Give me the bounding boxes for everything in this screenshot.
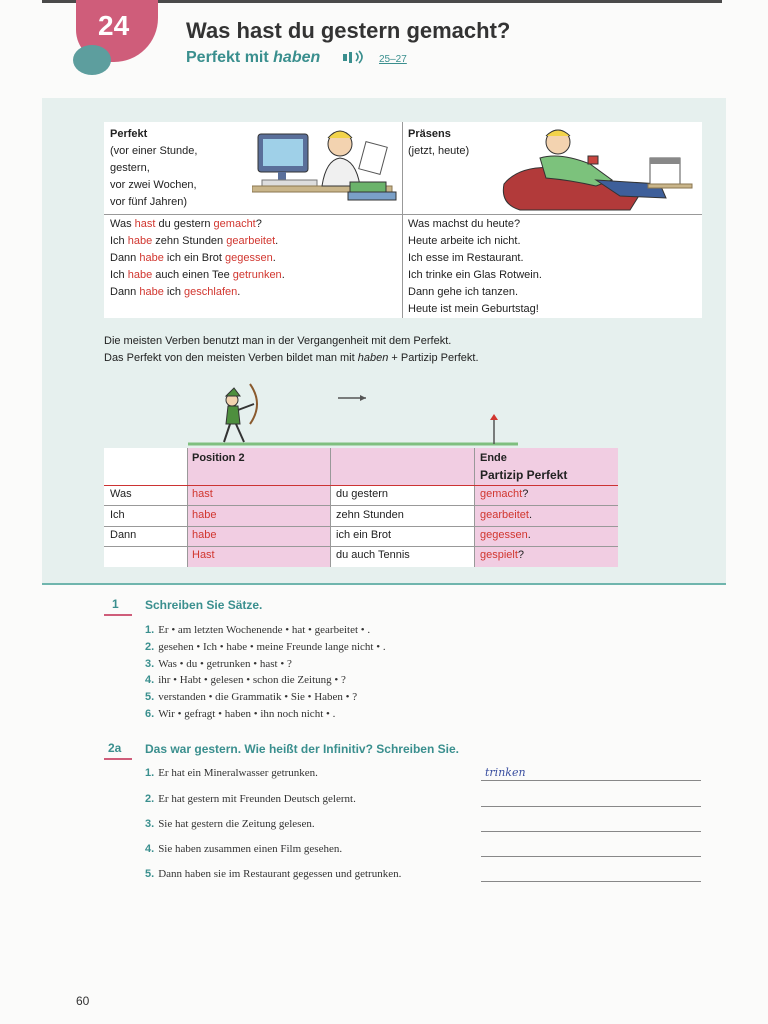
item-number: 4.	[145, 843, 155, 855]
table-cell-middle: du gestern	[336, 488, 388, 500]
table-divider	[104, 214, 702, 215]
table-cell-start: Ich	[110, 509, 125, 521]
sentence-part: Dann	[110, 286, 140, 298]
time-expression: vor fünf Jahren)	[110, 196, 188, 208]
punctuation: .	[275, 235, 279, 247]
table-cell-middle: zehn Stunden	[336, 509, 404, 521]
chapter-badge-accent	[73, 45, 111, 75]
table-cell-position2: hast	[192, 488, 213, 500]
time-expression: vor zwei Wochen,	[110, 179, 197, 191]
auxiliary-verb: habe	[139, 252, 164, 264]
sentence-part: ich	[163, 286, 185, 298]
table-divider	[330, 448, 331, 567]
item-text: Sie haben zusammen einen Film gesehen.	[158, 843, 343, 855]
item-number: 2.	[145, 793, 155, 805]
exercise-number-underline	[104, 758, 132, 760]
exercise-1-item	[145, 674, 346, 686]
answer-line[interactable]	[481, 881, 701, 882]
perfekt-examples	[110, 216, 285, 301]
item-text: Er hat ein Mineralwasser getrunken.	[158, 767, 318, 779]
example-sentence	[110, 284, 285, 301]
sentence-part: ich ein Brot	[163, 252, 225, 264]
subtitle-emphasis: haben	[273, 49, 321, 66]
table-cell-start: Dann	[110, 529, 137, 541]
example-sentence	[110, 216, 285, 233]
participle: geschlafen	[184, 286, 238, 298]
item-text: gesehen • Ich • habe • meine Freunde lange nicht • .	[158, 641, 386, 653]
punctuation: .	[237, 286, 241, 298]
rule-emphasis: haben	[357, 352, 389, 364]
item-text: verstanden • die Grammatik • Sie • Haben • ?	[158, 691, 358, 703]
item-number: 4.	[145, 674, 155, 686]
table-cell-end	[480, 547, 524, 564]
example-sentence: Heute arbeite ich nicht.	[408, 235, 521, 247]
sentence-part: Dann	[110, 252, 140, 264]
answer-line[interactable]	[481, 831, 701, 832]
example-sentence	[110, 267, 285, 284]
page-subtitle	[186, 49, 320, 67]
exercise-number-underline	[104, 614, 132, 616]
item-text: Er • am letzten Wochenende • hat • gearbeitet • .	[158, 624, 371, 636]
participle: gegessen	[224, 252, 273, 264]
exercise-1-item	[145, 691, 357, 703]
punctuation: ?	[522, 488, 529, 500]
item-number: 5.	[145, 868, 155, 880]
page-number: 60	[76, 994, 90, 1008]
audio-track-numbers: 25–27	[379, 54, 407, 65]
exercise-2a-item	[145, 868, 401, 880]
participle: gearbeitet	[480, 509, 529, 521]
punctuation: .	[528, 509, 532, 521]
item-text: Dann haben sie im Restaurant gegessen und getrunken.	[158, 868, 402, 880]
exercise-2a-item	[145, 843, 342, 855]
participle: gegessen	[480, 529, 528, 541]
punctuation: .	[272, 252, 276, 264]
praesens-header	[408, 126, 469, 160]
participle: gearbeitet	[226, 235, 276, 247]
table-divider	[474, 448, 475, 567]
exercise-1-item	[145, 624, 370, 636]
table-cell-end	[480, 527, 531, 544]
table-cell-position2: habe	[192, 529, 217, 541]
item-text: Sie hat gestern die Zeitung gelesen.	[158, 818, 315, 830]
item-number: 3.	[145, 658, 155, 670]
punctuation: ?	[517, 549, 525, 561]
chapter-number: 24	[98, 10, 130, 41]
item-text: Wir • gefragt • haben • ihn noch nicht • .	[158, 708, 336, 720]
time-expression: (jetzt, heute)	[408, 145, 470, 157]
auxiliary-verb: habe	[139, 286, 164, 298]
sentence-part: du gestern	[155, 218, 214, 230]
sentence-part: zehn Stunden	[152, 235, 227, 247]
sentence-part: Ich	[110, 235, 128, 247]
page-title: Was hast du gestern gemacht?	[186, 18, 511, 43]
relaxing-person-illustration	[500, 124, 696, 212]
item-text: Was • du • getrunken • hast • ?	[158, 658, 292, 670]
item-number: 1.	[145, 624, 155, 636]
participle: gespielt	[480, 549, 518, 561]
punctuation: .	[527, 529, 531, 541]
time-expression: gestern,	[110, 162, 150, 174]
rule-text-part: + Partizip Perfekt.	[388, 352, 479, 364]
praesens-examples	[408, 216, 542, 318]
archer-illustration	[188, 380, 528, 448]
table-cell-middle: du auch Tennis	[336, 549, 410, 561]
perfekt-header	[110, 126, 197, 211]
office-worker-illustration	[252, 124, 400, 212]
audio-icon	[342, 49, 372, 68]
item-text: Er hat gestern mit Freunden Deutsch gelernt.	[158, 793, 356, 805]
participle: getrunken	[232, 269, 282, 281]
item-number: 3.	[145, 818, 155, 830]
rule-text-part: Das Perfekt von den meisten Verben bildet man mit	[104, 352, 358, 364]
column-header-participle: Partizip Perfekt	[480, 468, 568, 482]
exercise-2a-item	[145, 767, 318, 779]
sentence-part: Ich	[110, 269, 128, 281]
table-cell-end	[480, 486, 528, 503]
item-number: 1.	[145, 767, 155, 779]
time-expression: (vor einer Stunde,	[110, 145, 198, 157]
exercise-2a-item	[145, 793, 356, 805]
rule-line: Die meisten Verben benutzt man in der Vergangenheit mit dem Perfekt.	[104, 335, 452, 347]
exercise-1-number: 1	[112, 597, 119, 611]
sentence-part: auch einen Tee	[152, 269, 233, 281]
row-divider	[104, 505, 618, 506]
table-cell-position2: habe	[192, 509, 217, 521]
exercise-1-title: Schreiben Sie Sätze.	[145, 598, 263, 612]
table-divider	[187, 448, 188, 567]
tense-comparison-table	[104, 122, 702, 318]
item-text: ihr • Habt • gelesen • schon die Zeitung • ?	[158, 674, 346, 686]
rule-line	[104, 350, 479, 367]
praesens-label: Präsens	[408, 128, 451, 140]
sentence-position-table	[104, 448, 618, 567]
example-sentence: Was machst du heute?	[408, 218, 521, 230]
example-sentence	[110, 233, 285, 250]
table-cell-end	[480, 507, 532, 524]
participle: gemacht	[213, 218, 256, 230]
sentence-part: Was	[110, 218, 135, 230]
column-header-end: Ende	[480, 452, 507, 464]
item-number: 2.	[145, 641, 155, 653]
punctuation: .	[281, 269, 285, 281]
participle: gemacht	[480, 488, 523, 500]
subtitle-text: Perfekt mit	[186, 49, 274, 66]
perfekt-label: Perfekt	[110, 128, 148, 140]
item-number: 6.	[145, 708, 155, 720]
exercise-2a-title: Das war gestern. Wie heißt der Infinitiv? Schreiben Sie.	[145, 742, 459, 756]
table-divider	[402, 122, 403, 318]
punctuation: ?	[255, 218, 262, 230]
column-header-position2: Position 2	[192, 452, 245, 464]
exercise-1-item	[145, 708, 335, 720]
auxiliary-verb: habe	[127, 235, 153, 247]
exercise-1-item	[145, 658, 292, 670]
grammar-rule	[104, 333, 479, 367]
example-sentence: Ich esse im Restaurant.	[408, 252, 524, 264]
answer-line[interactable]	[481, 856, 701, 857]
header-bg	[330, 448, 474, 486]
auxiliary-verb: habe	[127, 269, 153, 281]
table-cell-middle: ich ein Brot	[336, 529, 392, 541]
example-sentence: Heute ist mein Geburtstag!	[408, 303, 539, 315]
example-sentence: Dann gehe ich tanzen.	[408, 286, 519, 298]
table-cell-position2: Hast	[192, 549, 215, 561]
answer-line[interactable]	[481, 806, 701, 807]
answer-line[interactable]	[481, 780, 701, 781]
item-number: 5.	[145, 691, 155, 703]
example-sentence	[110, 250, 285, 267]
auxiliary-verb: hast	[134, 218, 156, 230]
example-answer: trinken	[485, 766, 526, 779]
example-sentence: Ich trinke ein Glas Rotwein.	[408, 269, 542, 281]
table-cell-start: Was	[110, 488, 132, 500]
exercise-1-item	[145, 641, 386, 653]
exercise-2a-number: 2a	[108, 741, 122, 755]
exercise-2a-item	[145, 818, 315, 830]
